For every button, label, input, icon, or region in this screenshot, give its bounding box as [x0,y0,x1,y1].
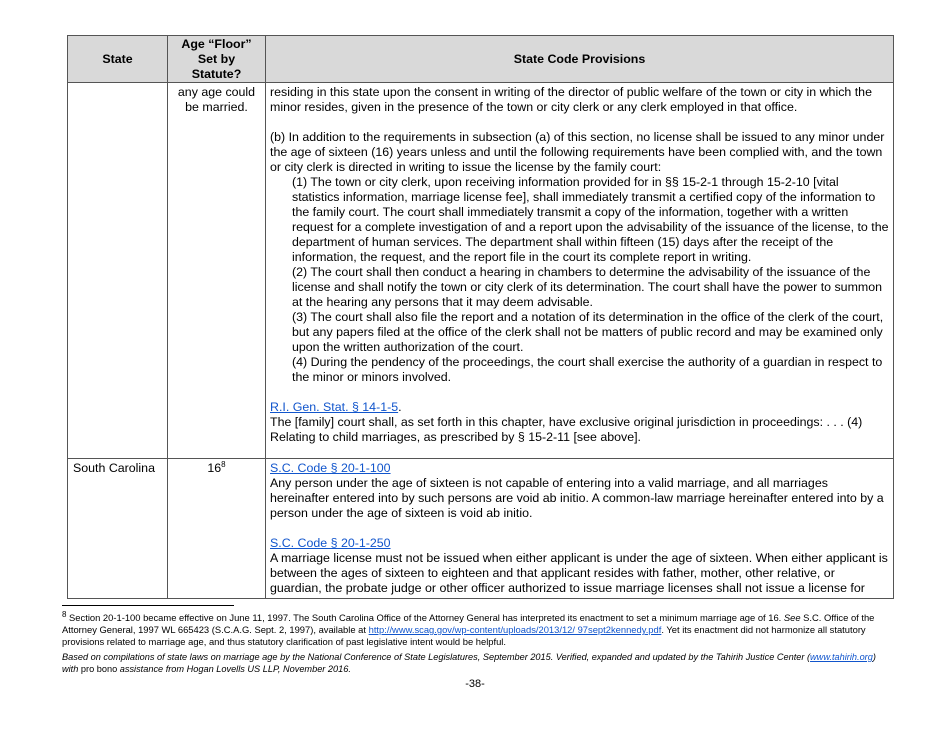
header-state: State [68,36,168,83]
provision-text: The [family] court shall, as set forth in this chapter, have exclusive original jurisdiction in proceedings: . . . (4) Relating to child marriages, as prescribed by § 15-2-11 [see above]. [270,415,863,444]
marriage-age-table [67,35,894,599]
provision-text: (4) During the pendency of the proceedings, the court shall exercise the authority of a guardian in respect to the minor or minors involved. [292,355,883,384]
footnote-text: . Yet its enactment did not harmonize all statutory provisions related to marriage age, and thus statutory clarification of past legislative intent would be helpful. [62,624,866,647]
age-value: 16 [207,461,222,475]
provisions-cell [266,459,894,599]
provision-text: A marriage license must not be issued when either applicant is under the age of sixteen. When either applicant is between the ages of sixteen to eighteen and that applicant resides with father, mother, other relative, or guardian, the probate judge or other officer authorized to issue marriage licenses shall not issue a license for [270,551,888,595]
provision-text: (3) The court shall also file the report and a notation of its determination in the office of the clerk of the court, but any papers filed at the office of the clerk shall not be matters of public record and may be examined only upon the written authorization of the court. [292,310,884,354]
provisions-cell [266,83,894,459]
age-cell: any age could be married. [168,83,266,459]
provision-text: Any person under the age of sixteen is not capable of entering into a valid marriage, and all marriages hereinafter entered into by such persons are void ab initio. A common-law marriage hereinafter entered into by a person under the age of sixteen is void ab initio. [270,476,884,520]
provision-text: (b) In addition to the requirements in subsection (a) of this section, no license shall be issued to any minor under the age of sixteen (16) years unless and until the following requirements have been complied with, and the town or city clerk is directed in writing to issue the license by the family court: [270,130,885,174]
compilation-text: assistance from Hogan Lovells US LLP, November 2016. [117,663,351,674]
footnote-url-link[interactable]: http://www.scag.gov/wp-content/uploads/2013/12/ 97sept2kennedy.pdf [368,624,662,635]
footnote [62,609,882,648]
state-cell: South Carolina [68,459,168,599]
header-age-line2: Set by [197,51,236,66]
compilation-text: Based on compilations of state laws on marriage age by the National Conference of State Legislatures, September 2015. Verified, expanded and updated by the Tahirih Justice Center ( [62,652,811,662]
footnote-text: S.C. Office of the Attorney General, 1997 WL 665423 (S.C.A.G. Sept. 2, 1997), available at [62,612,875,635]
statute-link[interactable]: R.I. Gen. Stat. § 14-1-5 [270,400,399,414]
table-row [68,83,894,459]
age-cell [168,459,266,599]
header-age-line1: Age “Floor” [181,36,252,51]
table-row [68,459,894,599]
pro-bono-text: pro bono [80,663,118,674]
footnote-number: 8 [62,609,67,619]
footnote-see: See [783,612,801,623]
link-suffix: . [398,400,402,414]
footnote-text: Section 20-1-100 became effective on June 11, 1997. The South Carolina Office of the Attorney General has interpreted its enactment to set a minimum marriage age of 16. [66,612,784,623]
footnote-ref[interactable]: 8 [221,459,226,469]
provision-text: residing in this state upon the consent in writing of the director of public welfare of the town or city in which the minor resides, given in the presence of the town or city clerk or any clerk employed in that office. [270,85,872,114]
footnote-divider [62,605,234,606]
compilation-note [62,652,882,675]
page-number: -38- [465,678,485,690]
header-age-line3: Statute? [191,66,242,81]
state-cell [68,83,168,459]
tahirih-link[interactable]: www.tahirih.org [810,652,873,662]
provision-text: (1) The town or city clerk, upon receiving information provided for in §§ 15-2-1 through 15-2-10 [vital statistics information, marriage license fee], shall immediately transmit a certified copy of the information to the family court. The court shall immediately transmit a copy of the information, together with a written request for a complete investigation of and a report upon the advisability of the issuance of the license, to the department of human services. The department shall within fifteen (15) days after the receipt of the information, the request, and the report file in the court its complete report in writing. [292,175,889,264]
statute-link[interactable]: S.C. Code § 20-1-250 [270,536,391,550]
provision-text: (2) The court shall then conduct a hearing in chambers to determine the advisability of the issuance of the license and shall notify the town or city clerk of its determination. The court shall have the power to summon at the hearing any persons that it may deem advisable. [292,265,882,309]
header-provisions: State Code Provisions [266,36,894,83]
statute-link[interactable]: S.C. Code § 20-1-100 [270,461,391,475]
compilation-text: ) with [62,652,876,674]
header-age-floor [168,36,266,83]
